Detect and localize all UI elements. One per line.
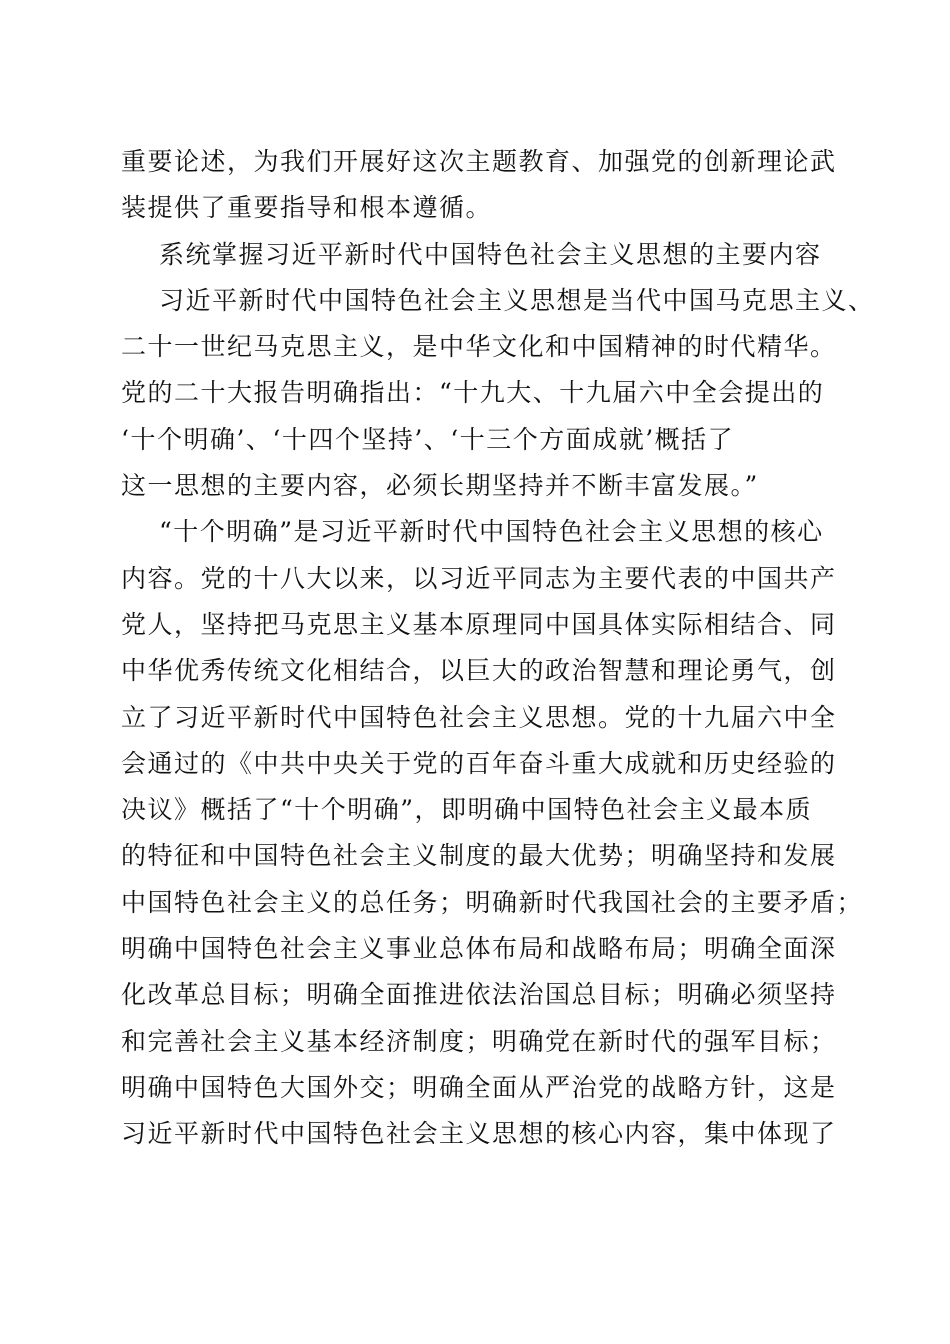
text-line: 中国特色社会主义的总任务；明确新时代我国社会的主要矛盾； bbox=[121, 887, 864, 917]
text-line: 化改革总目标；明确全面推进依法治国总目标；明确必须坚持 bbox=[121, 980, 837, 1010]
paragraph-start-line: “十个明确”是习近平新时代中国特色社会主义思想的核心 bbox=[159, 517, 824, 547]
text-line: 装提供了重要指导和根本遵循。 bbox=[121, 193, 493, 223]
text-line: 党人，坚持把马克思主义基本原理同中国具体实际相结合、同 bbox=[121, 609, 837, 639]
text-line: 和完善社会主义基本经济制度；明确党在新时代的强军目标； bbox=[121, 1026, 837, 1056]
text-line: 明确中国特色大国外交；明确全面从严治党的战略方针，这是 bbox=[121, 1072, 837, 1102]
text-line: 决议》概括了“十个明确”，即明确中国特色社会主义最本质 bbox=[121, 795, 813, 825]
text-line: 立了习近平新时代中国特色社会主义思想。党的十九届六中全 bbox=[121, 702, 837, 732]
text-line: 中华优秀传统文化相结合，以巨大的政治智慧和理论勇气，创 bbox=[121, 656, 837, 686]
text-line: 的特征和中国特色社会主义制度的最大优势；明确坚持和发展 bbox=[121, 841, 837, 871]
text-line: 习近平新时代中国特色社会主义思想的核心内容，集中体现了 bbox=[121, 1119, 837, 1149]
text-line: 明确中国特色社会主义事业总体布局和战略布局；明确全面深 bbox=[121, 934, 837, 964]
text-line: 党的二十大报告明确指出：“十九大、十九届六中全会提出的 bbox=[121, 378, 825, 408]
section-heading: 系统掌握习近平新时代中国特色社会主义思想的主要内容 bbox=[159, 239, 822, 269]
text-line: ‘十个明确’、‘十四个坚持’、‘十三个方面成就’概括了 bbox=[121, 424, 735, 454]
text-line: 内容。党的十八大以来，以习近平同志为主要代表的中国共产 bbox=[121, 563, 837, 593]
body-text bbox=[121, 139, 875, 1158]
text-line: 重要论述，为我们开展好这次主题教育、加强党的创新理论武 bbox=[121, 147, 837, 176]
paragraph-start-line: 习近平新时代中国特色社会主义思想是当代中国马克思主义、 bbox=[159, 285, 875, 315]
text-line: 会通过的《中共中央关于党的百年奋斗重大成就和历史经验的 bbox=[121, 748, 837, 778]
text-line: 这一思想的主要内容，必须长期坚持并不断丰富发展。” bbox=[121, 471, 759, 501]
text-line: 二十一世纪马克思主义，是中华文化和中国精神的时代精华。 bbox=[121, 332, 837, 362]
